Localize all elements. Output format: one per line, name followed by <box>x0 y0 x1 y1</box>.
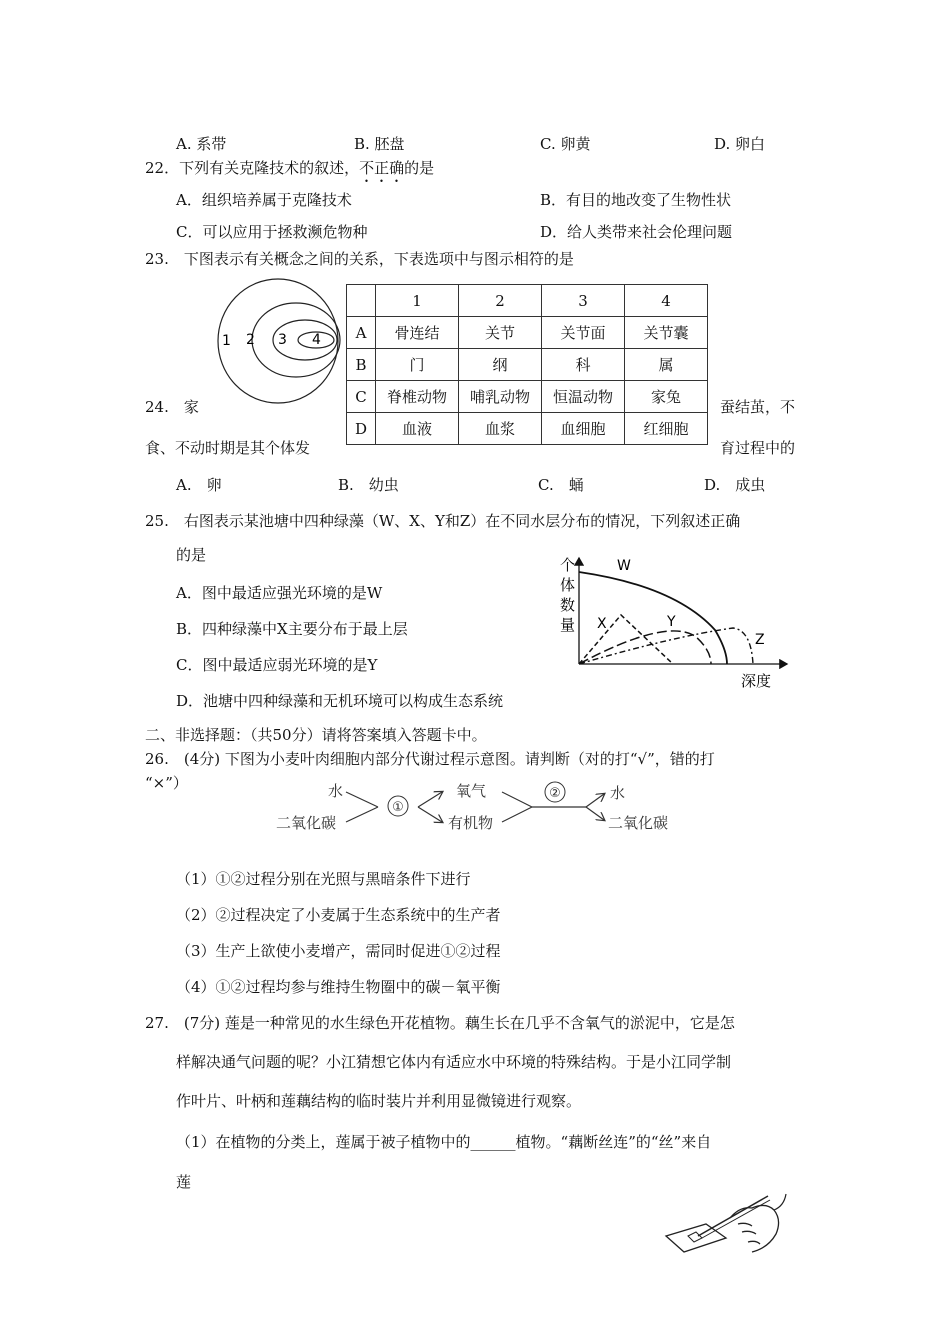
q22-stem-emphasis: 不正确 <box>359 159 405 177</box>
table-cell: 家兔 <box>625 381 708 413</box>
q26-item-1: （1）①②过程分别在光照与黑暗条件下进行 <box>176 870 471 888</box>
q27-line1: 27. (7分) 莲是一种常见的水生绿色开花植物。藕生长在几乎不含氧气的淤泥中，它是怎 <box>145 1014 735 1032</box>
diagram-oxygen: 氧气 <box>456 782 487 800</box>
table-row <box>347 349 708 381</box>
circle-label-2: 2 <box>246 332 255 348</box>
diagram-arrow <box>586 794 604 807</box>
q27-line5: 莲 <box>176 1173 192 1191</box>
table-cell: 恒温动物 <box>542 381 625 413</box>
diagram-organic: 有机物 <box>448 814 494 832</box>
diagram-water-in: 水 <box>328 782 344 800</box>
table-header-row <box>347 285 708 317</box>
table-cell: 红细胞 <box>625 413 708 445</box>
diagram-co2-out: 二氧化碳 <box>608 814 669 832</box>
circle-label-3: 3 <box>278 332 287 348</box>
circle-2 <box>252 303 340 377</box>
q24-option-c: C. 蛹 <box>538 476 584 494</box>
q27-q1-pre: （1）在植物的分类上，莲属于被子植物中的 <box>176 1133 471 1151</box>
table-cell: 脊椎动物 <box>376 381 459 413</box>
diagram-line <box>346 807 378 822</box>
q26-metabolism-diagram <box>270 778 690 836</box>
q21-option-d: D. 卵白 <box>714 135 766 153</box>
process-1-label: ① <box>392 800 404 815</box>
table-cell: 关节面 <box>542 317 625 349</box>
q27-line3: 作叶片、叶柄和莲藕结构的临时装片并利用显微镜进行观察。 <box>176 1092 582 1110</box>
q24-option-a: A. 卵 <box>176 476 222 494</box>
q27-question-1 <box>176 1132 711 1152</box>
table-cell: 血液 <box>376 413 459 445</box>
table-cell: B <box>347 349 376 381</box>
q26-item-4: （4）①②过程均参与维持生物圈中的碳－氧平衡 <box>176 978 501 996</box>
circle-label-1: 1 <box>222 333 231 349</box>
curve-label-w: W <box>617 558 631 574</box>
q25-stem-line1: 25. 右图表示某池塘中四种绿藻（W、X、Y和Z）在不同水层分布的情况，下列叙述正确 <box>145 512 741 530</box>
q21-option-c: C. 卵黄 <box>540 135 591 153</box>
graph-ylabel-char: 个 <box>560 556 576 574</box>
q21-option-b: B. 胚盘 <box>354 135 405 153</box>
q22-option-c: C．可以应用于拯救濒危物种 <box>176 223 368 241</box>
table-row <box>347 381 708 413</box>
q24-line1-right: 蚕结茧，不 <box>720 398 796 416</box>
table-cell: 纲 <box>459 349 542 381</box>
q23-nested-circles-diagram <box>212 275 344 410</box>
q27-q1-post: 植物。“藕断丝连”的“丝”来自 <box>515 1133 712 1151</box>
process-2-label: ② <box>549 786 561 801</box>
diagram-water-out: 水 <box>610 784 626 802</box>
table-cell: 关节 <box>459 317 542 349</box>
q25-algae-depth-graph <box>555 550 795 695</box>
table-cell: 1 <box>376 285 459 317</box>
table-row <box>347 317 708 349</box>
diagram-line <box>502 792 532 807</box>
hand-drawing-slide-illustration <box>648 1188 788 1260</box>
table-cell: 3 <box>542 285 625 317</box>
diagram-line <box>502 807 532 822</box>
q24-line2-left: 食、不动时期是其个体发 <box>145 439 311 457</box>
curve-label-z: Z <box>755 632 765 648</box>
diagram-arrow <box>418 792 442 807</box>
q25-stem-line2: 的是 <box>176 546 207 564</box>
q24-option-b: B. 幼虫 <box>338 476 399 494</box>
q22-option-b: B．有目的地改变了生物性状 <box>540 191 732 209</box>
graph-ylabel-char: 数 <box>560 596 576 614</box>
table-cell: 科 <box>542 349 625 381</box>
table-cell: A <box>347 317 376 349</box>
graph-ylabel-char: 量 <box>560 616 576 634</box>
q23-concept-table <box>346 284 708 445</box>
diagram-co2-in: 二氧化碳 <box>276 814 337 832</box>
graph-xlabel: 深度 <box>741 672 772 690</box>
q26-stem-line1: 26. (4分) 下图为小麦叶肉细胞内部分代谢过程示意图。请判断（对的打“√”，错的打 <box>145 750 715 768</box>
q25-option-b: B．四种绿藻中X主要分布于最上层 <box>176 620 408 638</box>
q25-option-a: A．图中最适应强光环境的是W <box>176 584 383 602</box>
q26-stem-line2: “×”） <box>145 774 188 792</box>
table-cell: 属 <box>625 349 708 381</box>
q24-line2-right: 育过程中的 <box>720 439 796 457</box>
curve-label-x: X <box>597 616 607 632</box>
q22-option-a: A．组织培养属于克隆技术 <box>176 191 352 209</box>
q26-item-2: （2）②过程决定了小麦属于生态系统中的生产者 <box>176 906 501 924</box>
needle-icon <box>698 1196 768 1236</box>
q27-line2: 样解决通气问题的呢？小江猜想它体内有适应水中环境的特殊结构。于是小江同学制 <box>176 1053 732 1071</box>
table-row <box>347 413 708 445</box>
q27-q1-blank: ______ <box>470 1133 516 1151</box>
curve-label-y: Y <box>667 614 676 630</box>
slide-icon <box>666 1224 726 1252</box>
diagram-line <box>346 792 378 807</box>
q22-stem-post: 的是 <box>404 159 435 177</box>
q22-stem-pre: 22．下列有关克隆技术的叙述， <box>145 159 360 177</box>
q22-stem <box>145 158 434 186</box>
table-cell: 4 <box>625 285 708 317</box>
hand-icon <box>730 1205 779 1252</box>
specimen-icon <box>688 1232 702 1242</box>
table-cell: C <box>347 381 376 413</box>
q22-option-d: D．给人类带来社会伦理问题 <box>540 223 733 241</box>
q21-option-a: A. 系带 <box>176 135 227 153</box>
hand-icon <box>774 1194 786 1210</box>
section-2-heading: 二、非选择题：（共50分）请将答案填入答题卡中。 <box>145 726 487 744</box>
diagram-arrow <box>418 807 442 822</box>
circle-label-4: 4 <box>312 332 321 348</box>
diagram-arrow <box>586 807 604 820</box>
table-cell: 2 <box>459 285 542 317</box>
table-cell: 哺乳动物 <box>459 381 542 413</box>
q23-stem: 23. 下图表示有关概念之间的关系，下表选项中与图示相符的是 <box>145 250 574 268</box>
table-cell: 骨连结 <box>376 317 459 349</box>
q24-option-d: D. 成虫 <box>704 476 766 494</box>
table-cell: 门 <box>376 349 459 381</box>
q25-option-c: C．图中最适应弱光环境的是Y <box>176 656 378 674</box>
table-cell: 血浆 <box>459 413 542 445</box>
table-cell: D <box>347 413 376 445</box>
table-cell: 血细胞 <box>542 413 625 445</box>
q25-option-d: D．池塘中四种绿藻和无机环境可以构成生态系统 <box>176 692 504 710</box>
q24-line1-left: 24. 家 <box>145 398 199 416</box>
graph-ylabel-char: 体 <box>560 576 576 594</box>
table-cell: 关节囊 <box>625 317 708 349</box>
table-cell <box>347 285 376 317</box>
q26-item-3: （3）生产上欲使小麦增产，需同时促进①②过程 <box>176 942 501 960</box>
